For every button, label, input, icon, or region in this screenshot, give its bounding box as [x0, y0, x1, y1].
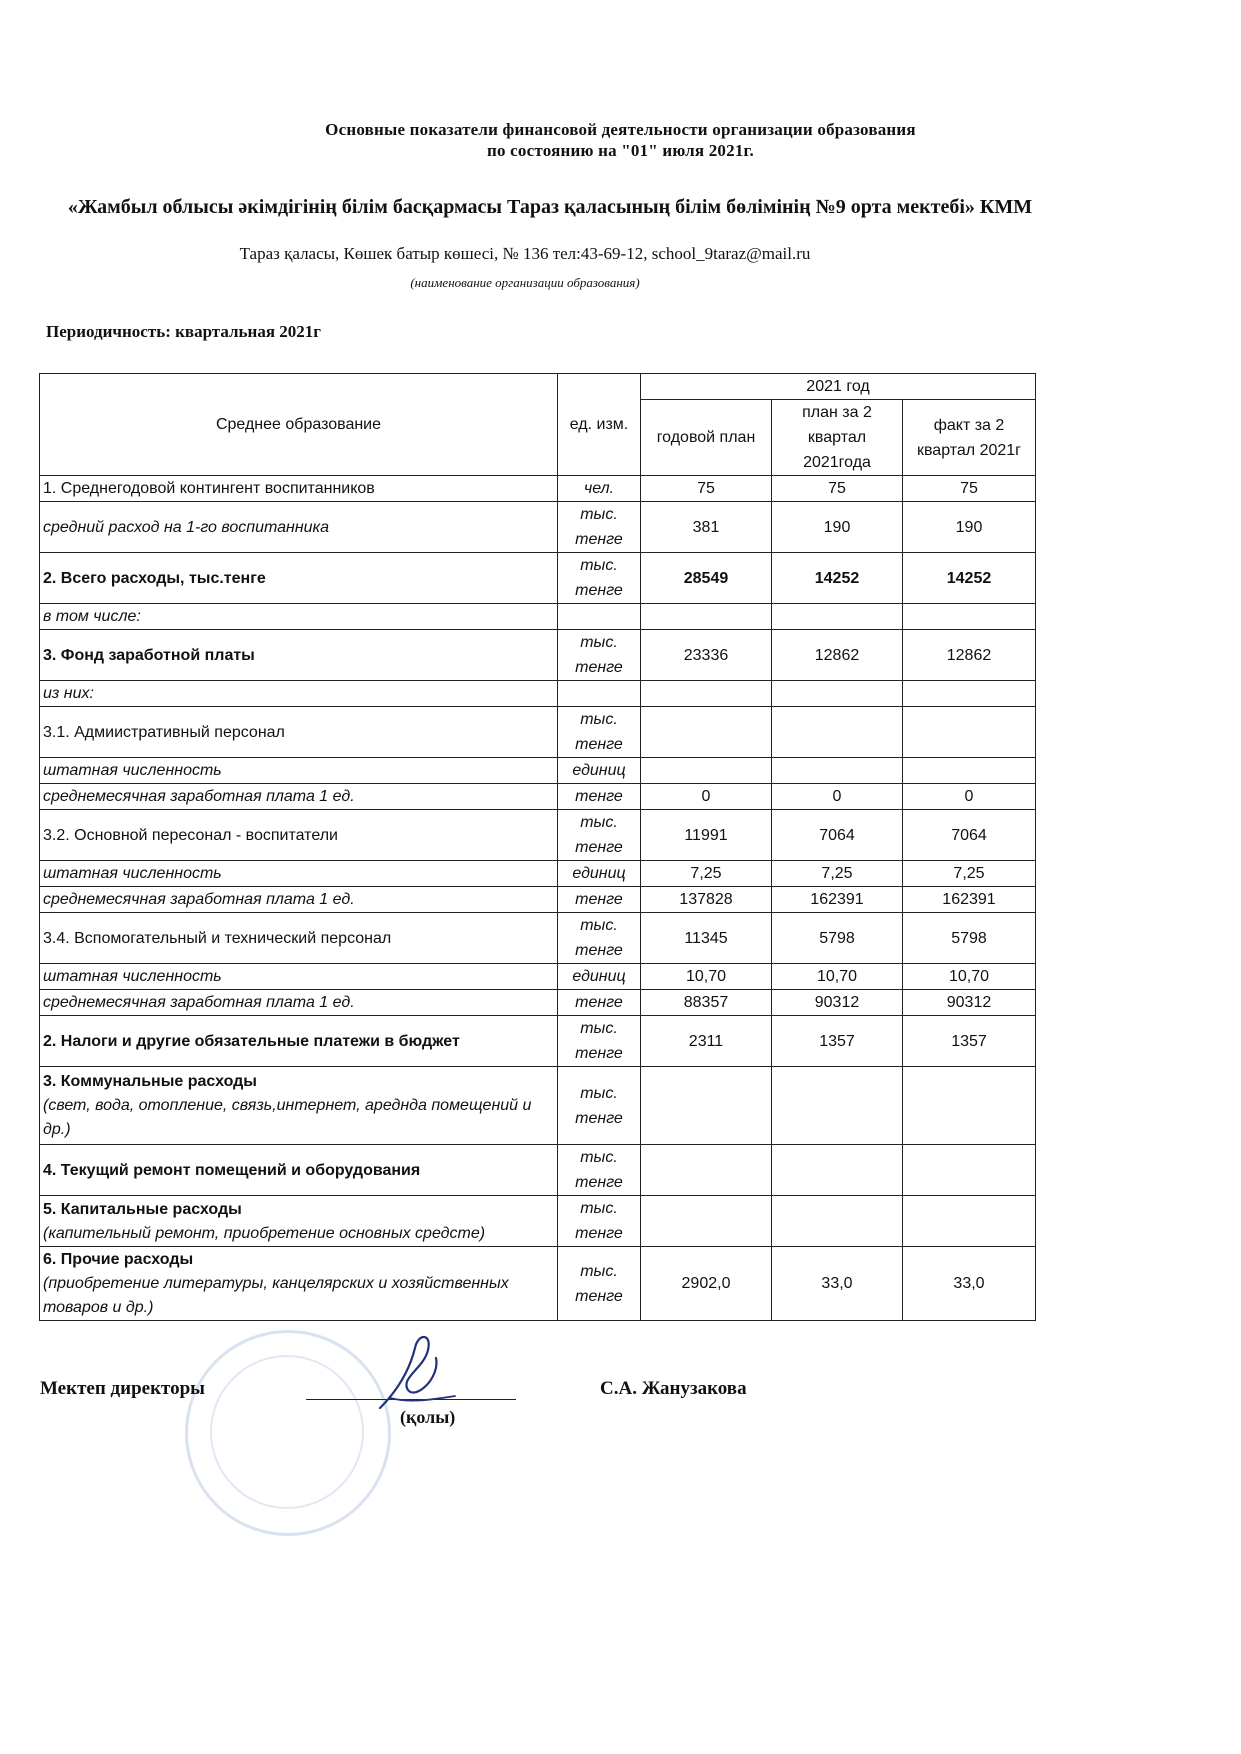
- value-fact: 190: [903, 502, 1036, 553]
- value-annual: [641, 1067, 772, 1145]
- row-label-cell: [40, 887, 558, 913]
- value-fact: [903, 758, 1036, 784]
- value-fact: 75: [903, 476, 1036, 502]
- row-unit: тыс. тенге: [558, 810, 641, 861]
- row-label: 3. Фонд заработной платы: [43, 646, 255, 664]
- row-unit: тыс. тенге: [558, 707, 641, 758]
- row-label-cell: [40, 476, 558, 502]
- row-unit: тыс. тенге: [558, 1145, 641, 1196]
- row-unit: тыс. тенге: [558, 1067, 641, 1145]
- row-unit: единиц: [558, 861, 641, 887]
- value-annual: 7,25: [641, 861, 772, 887]
- row-sublabel: (капительный ремонт, приобретение основных средсте): [43, 1224, 486, 1242]
- value-plan: [772, 1145, 903, 1196]
- value-annual: 2311: [641, 1016, 772, 1067]
- table-row: [40, 887, 1036, 913]
- row-label-cell: [40, 1247, 558, 1321]
- value-fact: [903, 681, 1036, 707]
- row-label-cell: [40, 553, 558, 604]
- row-label-cell: [40, 630, 558, 681]
- table-row: [40, 758, 1036, 784]
- row-label: штатная численность: [43, 865, 222, 882]
- organization-name: «Жамбыл облысы әкімдігінің білім басқармасы Тараз қаласының білім бөлімінің №9 орта мектебі» КММ: [67, 196, 1033, 218]
- table-row: [40, 707, 1036, 758]
- value-plan: 7,25: [772, 861, 903, 887]
- table-row: [40, 630, 1036, 681]
- value-plan: 1357: [772, 1016, 903, 1067]
- value-plan: 75: [772, 476, 903, 502]
- row-label-cell: [40, 1067, 558, 1145]
- row-label: штатная численность: [43, 968, 222, 985]
- value-plan: [772, 1067, 903, 1145]
- column-header-annual-plan: годовой план: [641, 400, 772, 476]
- row-unit: тенге: [558, 784, 641, 810]
- table-row: [40, 1247, 1036, 1321]
- row-unit: [558, 681, 641, 707]
- value-fact: [903, 604, 1036, 630]
- column-header-quarter-plan: план за 2 квартал 2021года: [772, 400, 903, 476]
- row-label-cell: [40, 913, 558, 964]
- row-label: 2. Налоги и другие обязательные платежи в бюджет: [43, 1032, 460, 1050]
- table-row: [40, 476, 1036, 502]
- value-annual: [641, 604, 772, 630]
- value-fact: 12862: [903, 630, 1036, 681]
- title-line-1: Основные показатели финансовой деятельности организации образования: [325, 120, 916, 139]
- column-header-name: Среднее образование: [40, 374, 558, 476]
- row-label: из них:: [43, 685, 94, 702]
- table-row: [40, 861, 1036, 887]
- row-label: 3.2. Основной пересонал - воспитатели: [43, 826, 338, 844]
- financial-indicators-table: [39, 373, 1036, 1321]
- value-annual: 75: [641, 476, 772, 502]
- row-label: 3. Коммунальные расходы: [43, 1073, 257, 1090]
- value-annual: 11345: [641, 913, 772, 964]
- row-label-cell: [40, 604, 558, 630]
- value-fact: 0: [903, 784, 1036, 810]
- column-header-year: 2021 год: [641, 374, 1036, 400]
- value-annual: 23336: [641, 630, 772, 681]
- value-annual: [641, 758, 772, 784]
- value-annual: [641, 1145, 772, 1196]
- value-plan: 190: [772, 502, 903, 553]
- table-row: [40, 1145, 1036, 1196]
- row-label: средний расход на 1-го воспитанника: [43, 518, 329, 536]
- value-fact: 14252: [903, 553, 1036, 604]
- value-plan: 5798: [772, 913, 903, 964]
- value-annual: 381: [641, 502, 772, 553]
- row-unit: тыс. тенге: [558, 502, 641, 553]
- value-plan: [772, 681, 903, 707]
- row-label: среднемесячная заработная плата 1 ед.: [43, 994, 355, 1011]
- row-unit: тыс. тенге: [558, 1016, 641, 1067]
- table-row: [40, 913, 1036, 964]
- title-line-2: по состоянию на "01" июля 2021г.: [487, 141, 754, 160]
- row-label: в том числе:: [43, 608, 141, 625]
- value-fact: 7064: [903, 810, 1036, 861]
- table-row: [40, 604, 1036, 630]
- table-row: [40, 553, 1036, 604]
- row-label-cell: [40, 707, 558, 758]
- row-unit: единиц: [558, 964, 641, 990]
- table-row: [40, 681, 1036, 707]
- row-label-cell: [40, 1145, 558, 1196]
- value-fact: 5798: [903, 913, 1036, 964]
- row-label: 3.4. Вспомогательный и технический персонал: [43, 929, 392, 947]
- row-label: 1. Среднегодовой контингент воспитанников: [43, 480, 375, 497]
- value-fact: [903, 707, 1036, 758]
- value-fact: 33,0: [903, 1247, 1036, 1321]
- official-stamp: [185, 1330, 391, 1536]
- organization-address: Тараз қаласы, Көшек батыр көшесі, № 136 тел:43-69-12, school_9taraz@mail.ru: [239, 244, 811, 263]
- row-label-cell: [40, 784, 558, 810]
- row-label: 6. Прочие расходы: [43, 1251, 194, 1268]
- table-row: [40, 502, 1036, 553]
- document-title: [0, 119, 1241, 161]
- table-row: [40, 784, 1036, 810]
- row-label-cell: [40, 1016, 558, 1067]
- value-annual: [641, 681, 772, 707]
- row-label: штатная численность: [43, 762, 222, 779]
- row-unit: чел.: [558, 476, 641, 502]
- value-annual: 0: [641, 784, 772, 810]
- row-unit: [558, 604, 641, 630]
- table-row: [40, 1067, 1036, 1145]
- value-plan: 10,70: [772, 964, 903, 990]
- row-label: 5. Капитальные расходы: [43, 1200, 242, 1218]
- row-unit: тенге: [558, 990, 641, 1016]
- row-unit: тыс. тенге: [558, 553, 641, 604]
- row-label: среднемесячная заработная плата 1 ед.: [43, 788, 355, 805]
- row-unit: тыс. тенге: [558, 630, 641, 681]
- address-caption: (наименование организации образования): [410, 275, 640, 290]
- row-label-cell: [40, 502, 558, 553]
- table-row: [40, 1196, 1036, 1247]
- value-plan: 14252: [772, 553, 903, 604]
- row-label-cell: [40, 758, 558, 784]
- value-plan: [772, 1196, 903, 1247]
- value-fact: [903, 1196, 1036, 1247]
- value-plan: [772, 758, 903, 784]
- value-fact: 90312: [903, 990, 1036, 1016]
- row-label: 3.1. Адмиистративный персонал: [43, 723, 285, 741]
- value-annual: 2902,0: [641, 1247, 772, 1321]
- value-annual: 137828: [641, 887, 772, 913]
- table-row: [40, 1016, 1036, 1067]
- value-annual: [641, 707, 772, 758]
- value-plan: [772, 604, 903, 630]
- value-fact: 10,70: [903, 964, 1036, 990]
- value-annual: 10,70: [641, 964, 772, 990]
- value-plan: 33,0: [772, 1247, 903, 1321]
- row-unit: единиц: [558, 758, 641, 784]
- value-plan: 12862: [772, 630, 903, 681]
- row-label-cell: [40, 990, 558, 1016]
- row-label-cell: [40, 861, 558, 887]
- table-row: [40, 990, 1036, 1016]
- signer-name: С.А. Жанузакова: [600, 1378, 747, 1399]
- table-row: [40, 964, 1036, 990]
- value-annual: 28549: [641, 553, 772, 604]
- value-plan: [772, 707, 903, 758]
- signature-caption: (қолы): [400, 1407, 456, 1427]
- signer-role: Мектеп директоры: [40, 1378, 206, 1399]
- row-sublabel: (свет, вода, отопление, связь,интернет, аредндa помещений и др.): [43, 1097, 532, 1138]
- row-sublabel: (приобретение литературы, канцелярских и хозяйственных товаров и др.): [43, 1275, 509, 1316]
- periodicity-label: Периодичность: квартальная 2021г: [46, 322, 322, 341]
- value-fact: 162391: [903, 887, 1036, 913]
- row-label-cell: [40, 681, 558, 707]
- value-plan: 0: [772, 784, 903, 810]
- row-unit: тыс. тенге: [558, 913, 641, 964]
- row-unit: тыс. тенге: [558, 1247, 641, 1321]
- value-annual: 88357: [641, 990, 772, 1016]
- row-label: 2. Всего расходы, тыс.тенге: [43, 569, 266, 587]
- handwritten-signature: [370, 1328, 460, 1418]
- column-header-quarter-fact: факт за 2 квартал 2021г: [903, 400, 1036, 476]
- row-unit: тенге: [558, 887, 641, 913]
- table-row: [40, 810, 1036, 861]
- value-annual: [641, 1196, 772, 1247]
- value-fact: 7,25: [903, 861, 1036, 887]
- value-plan: 7064: [772, 810, 903, 861]
- row-unit: тыс. тенге: [558, 1196, 641, 1247]
- row-label-cell: [40, 1196, 558, 1247]
- value-plan: 90312: [772, 990, 903, 1016]
- row-label: среднемесячная заработная плата 1 ед.: [43, 891, 355, 908]
- value-fact: [903, 1067, 1036, 1145]
- row-label-cell: [40, 964, 558, 990]
- column-header-unit: ед. изм.: [558, 374, 641, 476]
- row-label: 4. Текущий ремонт помещений и оборудования: [43, 1161, 421, 1179]
- value-fact: 1357: [903, 1016, 1036, 1067]
- value-annual: 11991: [641, 810, 772, 861]
- value-plan: 162391: [772, 887, 903, 913]
- value-fact: [903, 1145, 1036, 1196]
- row-label-cell: [40, 810, 558, 861]
